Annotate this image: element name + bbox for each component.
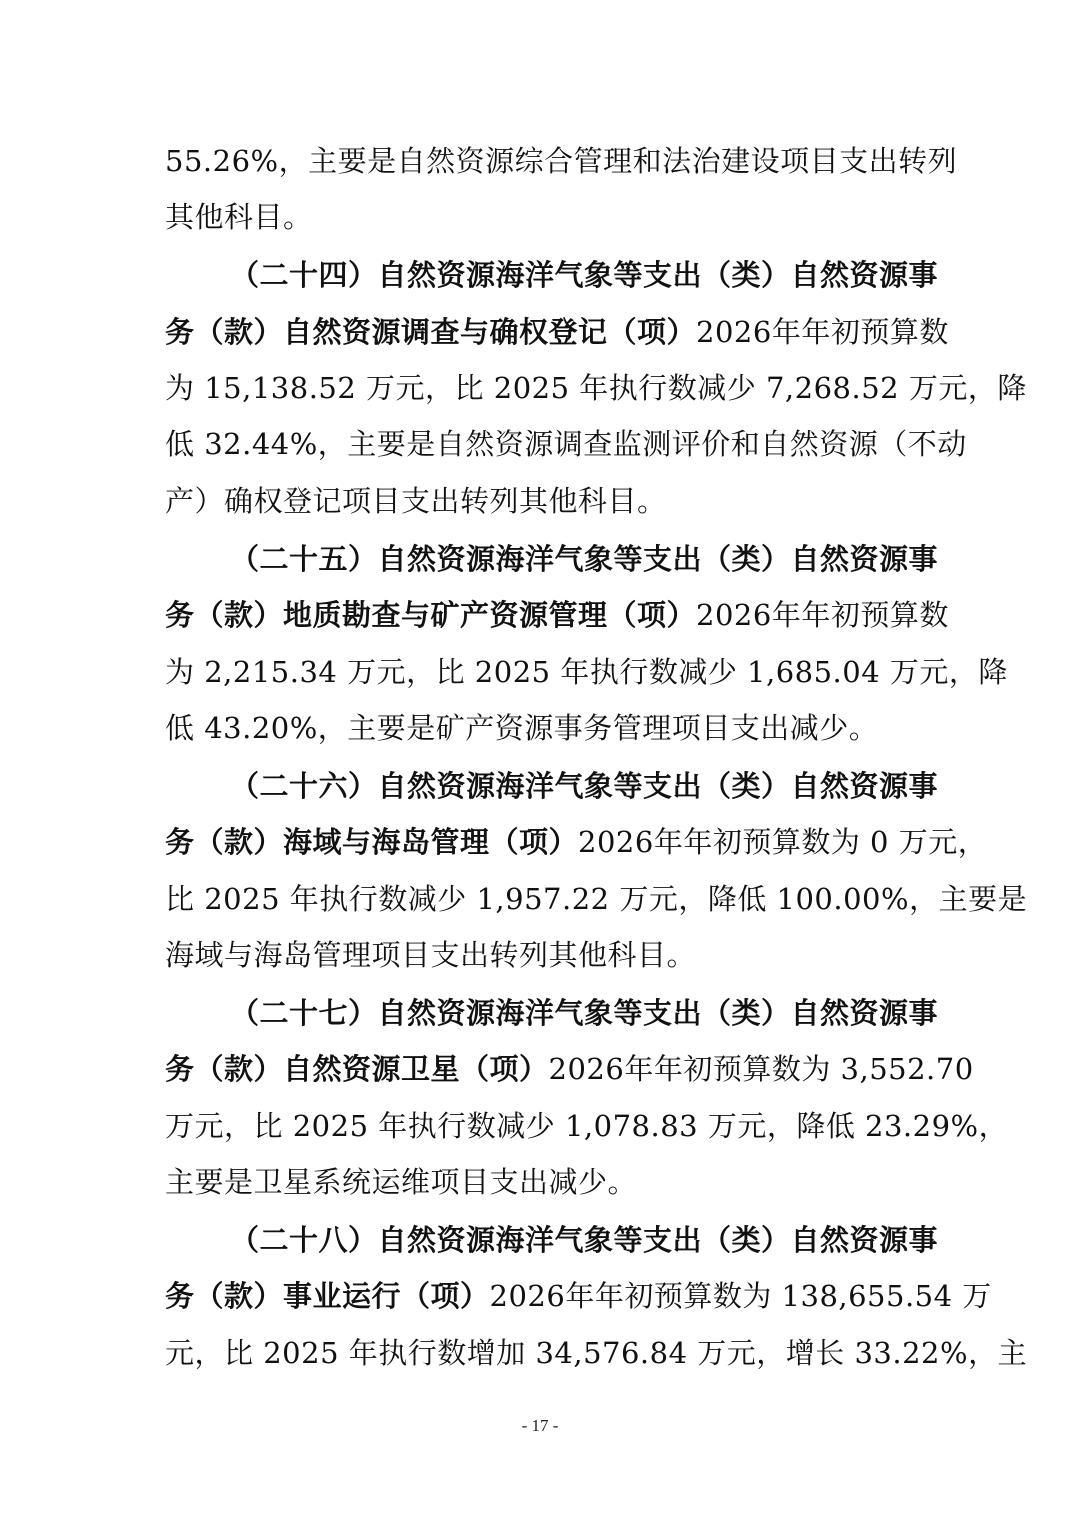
section-heading: 务（款）事业运行（项） <box>165 1279 490 1313</box>
text-line <box>165 1276 992 1316</box>
text-run: 低 32.44%，主要是自然资源调查监测评价和自然资源（不动 <box>165 427 967 461</box>
text-line <box>165 822 988 862</box>
text-run: 低 43.20%，主要是矿产资源事务管理项目支出减少。 <box>165 711 879 745</box>
section-heading: （二十六）自然资源海洋气象等支出（类）自然资源事 <box>230 769 939 803</box>
section-heading-line <box>230 993 939 1033</box>
text-line <box>165 368 1027 408</box>
text-line <box>165 1333 1028 1373</box>
text-line <box>165 935 917 975</box>
text-run: 2026年年初预算数 <box>696 598 949 632</box>
section-heading: 务（款）海域与海岛管理（项） <box>165 825 579 859</box>
text-run: 其他科目。 <box>165 200 313 234</box>
text-run: 万元，比 2025 年执行数减少 1,078.83 万元，降低 23.29%， <box>165 1109 1009 1143</box>
section-heading: 务（款）自然资源卫星（项） <box>165 1052 549 1086</box>
text-run: 为 2,215.34 万元，比 2025 年执行数减少 1,685.04 万元，降 <box>165 655 1008 689</box>
text-run: 海域与海岛管理项目支出转列其他科目。 <box>165 938 697 972</box>
section-heading: （二十八）自然资源海洋气象等支出（类）自然资源事 <box>230 1223 939 1257</box>
text-run: 为 15,138.52 万元，比 2025 年执行数减少 7,268.52 万元，降 <box>165 371 1027 405</box>
text-line <box>165 1049 974 1089</box>
section-heading: （二十四）自然资源海洋气象等支出（类）自然资源事 <box>230 258 939 292</box>
section-heading: 务（款）地质勘查与矿产资源管理（项） <box>165 598 697 632</box>
section-heading: （二十七）自然资源海洋气象等支出（类）自然资源事 <box>230 996 939 1030</box>
text-line <box>165 708 917 748</box>
text-run: 2026年年初预算数为 0 万元， <box>578 825 988 859</box>
text-line <box>165 424 967 464</box>
section-heading-line <box>230 1220 939 1260</box>
text-run: 元，比 2025 年执行数增加 34,576.84 万元，增长 33.22%，主 <box>165 1336 1028 1370</box>
text-run: 2026年年初预算数为 138,655.54 万 <box>489 1279 992 1313</box>
text-line <box>165 595 949 635</box>
text-line <box>165 312 949 352</box>
text-run: 2026年年初预算数为 3,552.70 <box>548 1052 974 1086</box>
section-heading: 务（款）自然资源调查与确权登记（项） <box>165 315 697 349</box>
text-run: 2026年年初预算数 <box>696 315 949 349</box>
text-run: 比 2025 年执行数减少 1,957.22 万元，降低 100.00%，主要是 <box>165 882 1028 916</box>
section-heading-line <box>230 255 939 295</box>
text-line <box>165 652 1008 692</box>
text-line <box>165 1162 917 1202</box>
text-run: 55.26%，主要是自然资源综合管理和法治建设项目支出转列 <box>165 144 958 178</box>
page-number: - 17 - <box>521 1416 559 1435</box>
section-heading: （二十五）自然资源海洋气象等支出（类）自然资源事 <box>230 542 939 576</box>
text-run: 主要是卫星系统运维项目支出减少。 <box>165 1165 638 1199</box>
text-run: 产）确权登记项目支出转列其他科目。 <box>165 484 667 518</box>
text-line <box>165 141 958 181</box>
text-line <box>165 1106 1009 1146</box>
section-heading-line <box>230 766 939 806</box>
text-line <box>165 481 917 521</box>
text-line <box>165 197 917 237</box>
text-line <box>165 879 1028 919</box>
section-heading-line <box>230 539 939 579</box>
